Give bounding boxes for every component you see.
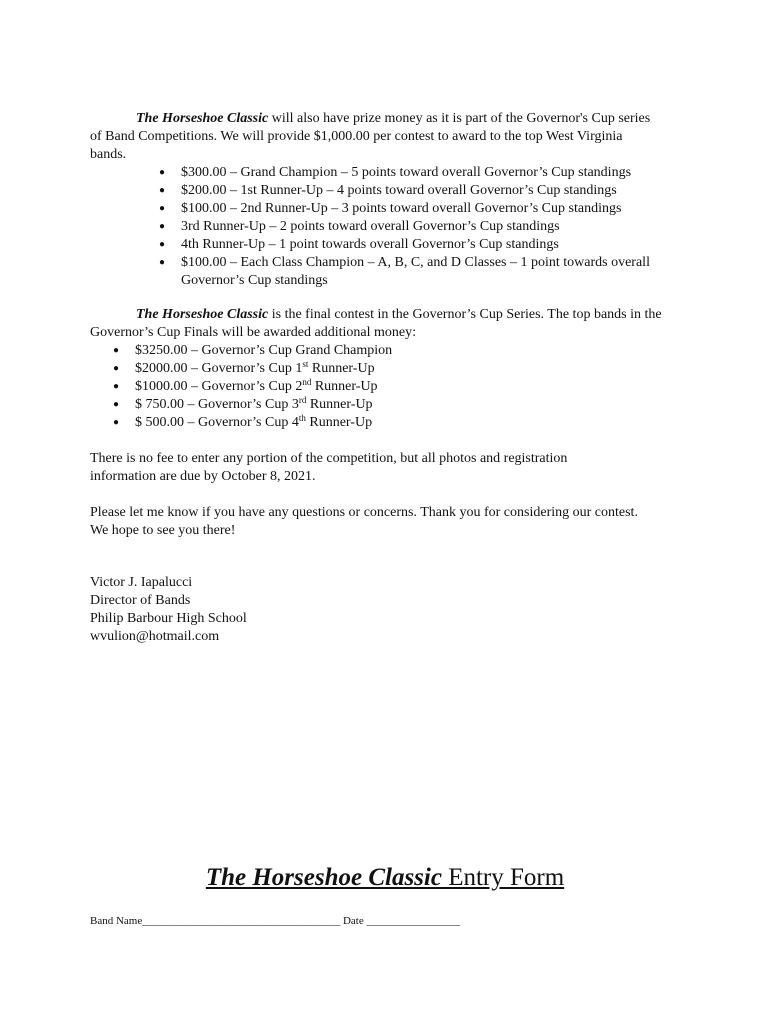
list-item: ● 3rd Runner-Up – 2 points toward overall Governor’s Cup standings: [181, 218, 681, 236]
closing-paragraph: Please let me know if you have any questions or concerns. Thank you for considering our contest. We hope to see you there!: [90, 505, 638, 538]
signature-role: Director of Bands: [90, 593, 191, 608]
finals-prize-list: [135, 342, 690, 432]
list-item: ● $2000.00 – Governor’s Cup 1st Runner-Up: [135, 360, 690, 378]
list-item: ● $3250.00 – Governor’s Cup Grand Champion: [135, 342, 690, 360]
entry-form-title: The Horseshoe Classic Entry Form: [205, 864, 565, 891]
intro-text: will also have prize money as it is part of the Governor's Cup series of Band Competitions. We will provide $1,000.00 per contest to award to the top West Virginia bands.: [90, 111, 651, 162]
list-item: ● $ 750.00 – Governor’s Cup 3rd Runner-Up: [135, 396, 690, 414]
signature-block: [90, 574, 690, 646]
intro-paragraph: [90, 110, 660, 164]
finals-title: The Horseshoe Classic: [136, 307, 269, 322]
signature-school: Philip Barbour High School: [90, 611, 247, 626]
list-item: ● $ 500.00 – Governor’s Cup 4th Runner-Up: [135, 414, 690, 432]
finals-paragraph: [90, 306, 680, 342]
list-item: ● $1000.00 – Governor’s Cup 2nd Runner-Up: [135, 378, 690, 396]
prize-list: [181, 164, 681, 290]
signature-email[interactable]: wvulion@hotmail.com: [90, 629, 220, 644]
finals-text: is the final contest in the Governor’s Cup Series. The top bands in the Governor’s Cup Finals will be awarded additional money:: [90, 307, 662, 340]
band-name-field[interactable]: Band Name____________________________________: [90, 915, 341, 927]
band-name-date-row: [90, 915, 460, 927]
signature-name: Victor J. Iapalucci: [90, 575, 193, 590]
list-item: ● $300.00 – Grand Champion – 5 points toward overall Governor’s Cup standings: [181, 164, 681, 182]
list-item: ● $100.00 – Each Class Champion – A, B, C, and D Classes – 1 point towards overall Governor’s Cup standings: [181, 254, 681, 290]
list-item: ● $100.00 – 2nd Runner-Up – 3 points toward overall Governor’s Cup standings: [181, 200, 681, 218]
intro-title: The Horseshoe Classic: [136, 111, 269, 126]
date-field[interactable]: Date _________________: [340, 915, 460, 927]
list-item: ● 4th Runner-Up – 1 point towards overall Governor’s Cup standings: [181, 236, 681, 254]
letter-body: [90, 110, 690, 646]
list-item: ● $200.00 – 1st Runner-Up – 4 points toward overall Governor’s Cup standings: [181, 182, 681, 200]
fee-paragraph: There is no fee to enter any portion of the competition, but all photos and registration information are due by October 8, 2021.: [90, 451, 568, 484]
